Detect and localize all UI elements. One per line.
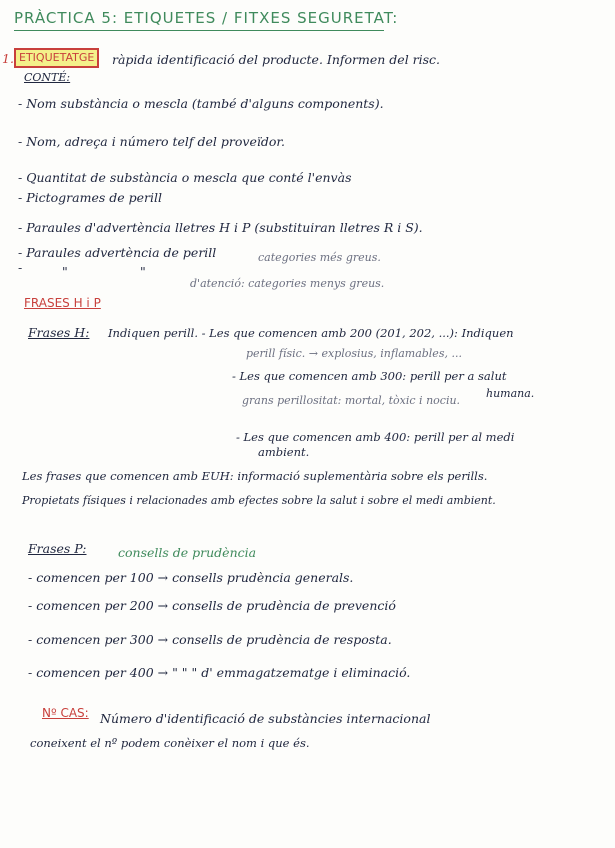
h300-line2: humana.: [486, 387, 535, 400]
list-item: - Pictogrames de perill: [18, 190, 162, 205]
h400-line1: - Les que comencen amb 400: perill per al medi: [236, 430, 515, 444]
frases-h-text2: perill físic. → explosius, inflamables, ...: [246, 347, 462, 360]
page-title: PRÀCTICA 5: ETIQUETES / FITXES SEGURETAT:: [14, 9, 399, 27]
list-item: -: [18, 260, 23, 275]
title-underline: [14, 30, 384, 31]
etiquetatge-intro: ràpida identificació del producte. Informen del risc.: [112, 52, 441, 67]
frases-p-label: Frases P:: [28, 541, 87, 556]
conte-label: CONTÉ:: [24, 71, 71, 84]
list-item: - Nom substància o mescla (també d'alguns components).: [18, 96, 384, 111]
ncas-line1: Número d'identificació de substàncies internacional: [100, 711, 431, 726]
ncas-line2: coneixent el nº podem conèixer el nom i que és.: [30, 736, 310, 750]
frases-h-label: Frases H:: [28, 325, 90, 340]
ditto-mark: ": [62, 264, 68, 279]
euh-line2: Propietats físiques i relacionades amb efectes sobre la salut i sobre el medi ambient.: [22, 494, 496, 507]
list-item: - Paraules d'advertència lletres H i P (substituiran lletres R i S).: [18, 220, 423, 235]
frases-p-item: - comencen per 200 → consells de prudència de prevenció: [28, 598, 396, 613]
frases-p-text: consells de prudència: [118, 545, 257, 560]
section-number: 1.: [2, 51, 14, 66]
h300-line3: grans perillositat: mortal, tòxic i nociu.: [242, 394, 461, 407]
euh-line1: Les frases que comencen amb EUH: informació suplementària sobre els perills.: [22, 469, 488, 483]
list-item-note: categories més greus.: [258, 251, 381, 264]
ditto-mark: ": [140, 264, 146, 279]
list-item: - Nom, adreça i número telf del proveïdor.: [18, 134, 285, 149]
h300-line1: - Les que comencen amb 300: perill per a salut: [232, 369, 507, 383]
frases-h-text: Indiquen perill. - Les que comencen amb 200 (201, 202, ...): Indiquen: [108, 326, 514, 340]
list-item: - Quantitat de substància o mescla que conté l'envàs: [18, 170, 352, 185]
frases-p-item: - comencen per 300 → consells de prudència de resposta.: [28, 632, 392, 647]
frases-hip-heading: FRASES H i P: [24, 296, 101, 310]
frases-p-item: - comencen per 400 → " " " d' emmagatzematge i eliminació.: [28, 665, 411, 680]
etiquetatge-label: ETIQUETATGE: [14, 48, 99, 68]
h400-line2: ambient.: [258, 445, 310, 459]
list-item: - Paraules advertència de perill: [18, 245, 217, 260]
list-item-note: d'atenció: categories menys greus.: [190, 277, 385, 290]
frases-p-item: - comencen per 100 → consells prudència generals.: [28, 570, 354, 585]
ncas-label: Nº CAS:: [42, 706, 89, 720]
